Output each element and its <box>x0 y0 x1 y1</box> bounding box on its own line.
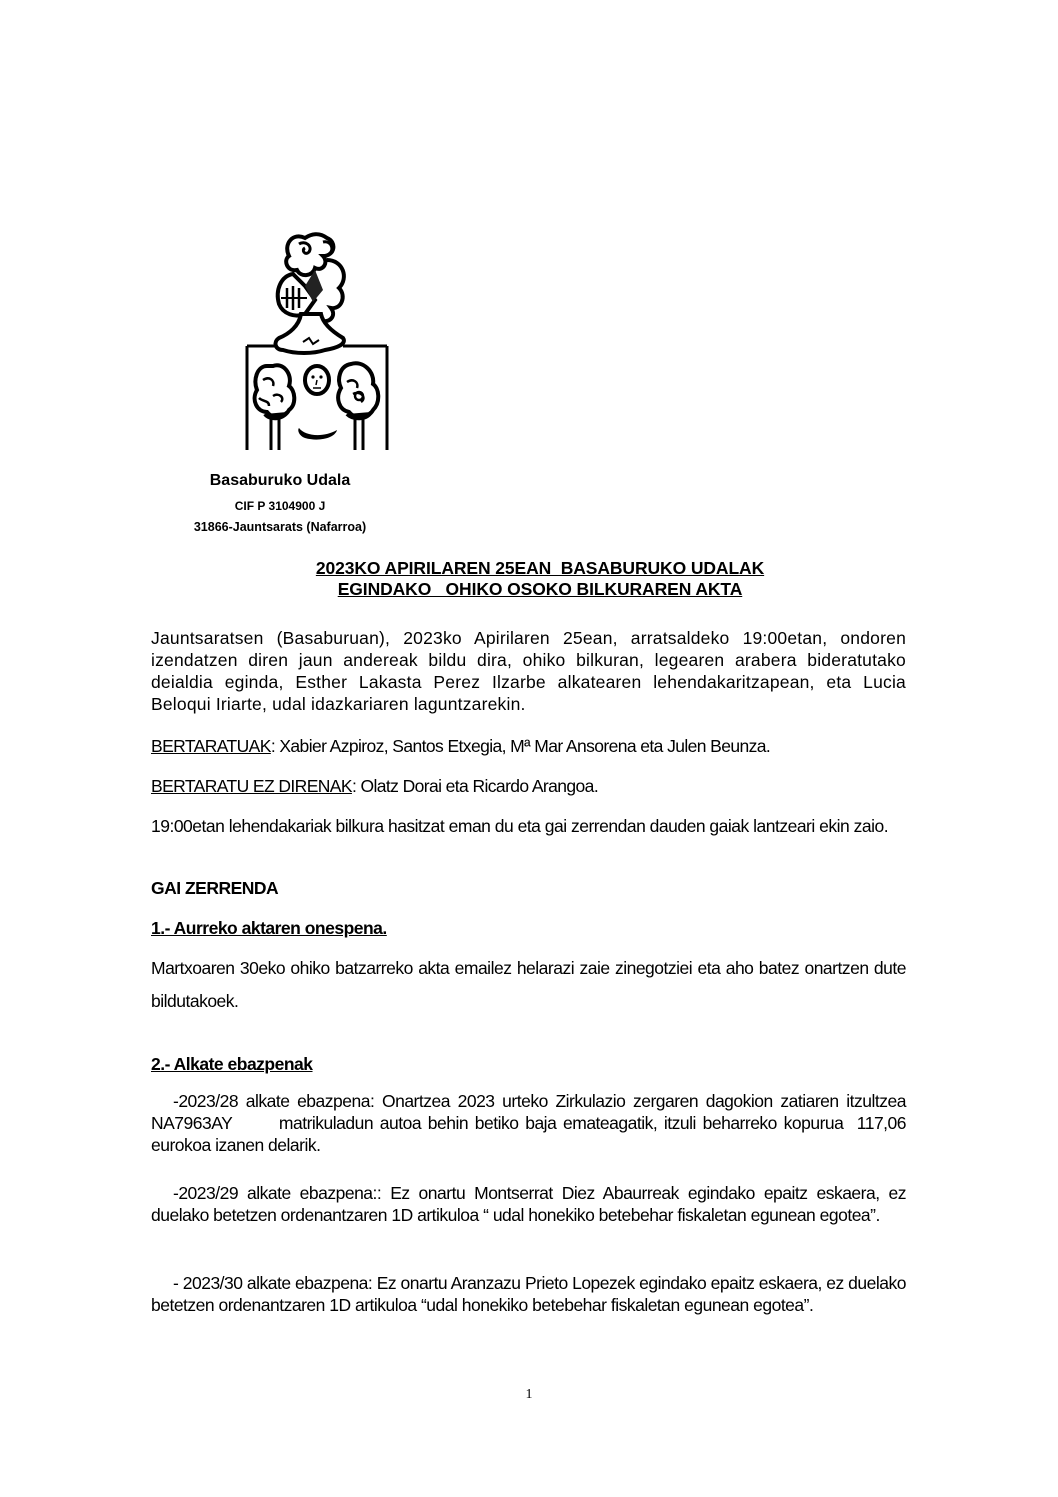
resolution-2023-30: - 2023/30 alkate ebazpena: Ez onartu Aranzazu Prieto Lopezek egindako epaitz eskaera, ez duelako betetzen ordenantzaren 1D artikuloa “udal honekiko betebehar fiskaletan egunean egotea”. <box>151 1273 906 1315</box>
absentees-label: BERTARATU EZ DIRENAK <box>151 776 352 796</box>
absentees-paragraph <box>151 775 906 797</box>
document-title-line-2: EGINDAKO OHIKO OSOKO BILKURAREN AKTA <box>337 579 743 599</box>
resolution-2023-28: -2023/28 alkate ebazpena: Onartzea 2023 urteko Zirkulazio zergaren dagokion zatiaren itzultzea NA7963AY matrikuladun autoa behin betiko baja emateagatik, itzuli beharreko kopurua 117,06 eurokoa izanen delarik. <box>151 1091 911 1155</box>
agenda-item-2-heading: 2.- Alkate ebazpenak <box>151 1054 313 1074</box>
resolution-2023-29: -2023/29 alkate ebazpena:: Ez onartu Montserrat Diez Abaurreak egindako epaitz eskaera, ez duelako betetzen ordenantzaren 1D artikuloa “ udal honekiko betebehar fiskaletan egunean egotea”. <box>151 1183 906 1225</box>
attendees-names: : Xabier Azpiroz, Santos Etxegia, Mª Mar Ansorena eta Julen Beunza. <box>270 736 771 756</box>
agenda-heading: GAI ZERRENDA <box>151 878 279 898</box>
organization-cif: CIF P 3104900 J <box>234 499 326 513</box>
absentees-names: : Olatz Dorai eta Ricardo Arangoa. <box>351 776 599 796</box>
agenda-item-1-text: Martxoaren 30eko ohiko batzarreko akta emailez helarazi zaie zinegotziei eta aho batez onartzen dute bildutakoek. <box>151 958 906 1011</box>
organization-address: 31866-Jauntsarats (Nafarroa) <box>193 520 367 534</box>
agenda-item-1-heading: 1.- Aurreko aktaren onespena. <box>151 918 387 938</box>
attendees-paragraph <box>151 735 906 757</box>
organization-name: Basaburuko Udala <box>209 472 351 489</box>
coat-of-arms-icon <box>243 230 391 452</box>
document-title <box>200 558 880 600</box>
intro-paragraph: Jauntsaratsen (Basaburuan), 2023ko Apirilaren 25ean, arratsaldeko 19:00etan, ondoren izendatzen diren jaun andereak bildu dira, ohiko bilkuran, legearen arabera bideratutako deialdia eginda, Esther Lakasta Perez Ilzarbe alkatearen lehendakaritzapean, eta Lucia Beloqui Iriarte, udal idazkariaren laguntzarekin. <box>151 628 906 714</box>
attendees-label: BERTARATUAK <box>151 736 271 756</box>
page-number: 1 <box>525 1387 533 1402</box>
session-start-paragraph: 19:00etan lehendakariak bilkura hasitzat eman du eta gai zerrendan dauden gaiak lantzeari ekin zaio. <box>151 816 889 836</box>
document-title-line-1: 2023KO APIRILAREN 25EAN BASABURUKO UDALAK <box>315 558 765 578</box>
